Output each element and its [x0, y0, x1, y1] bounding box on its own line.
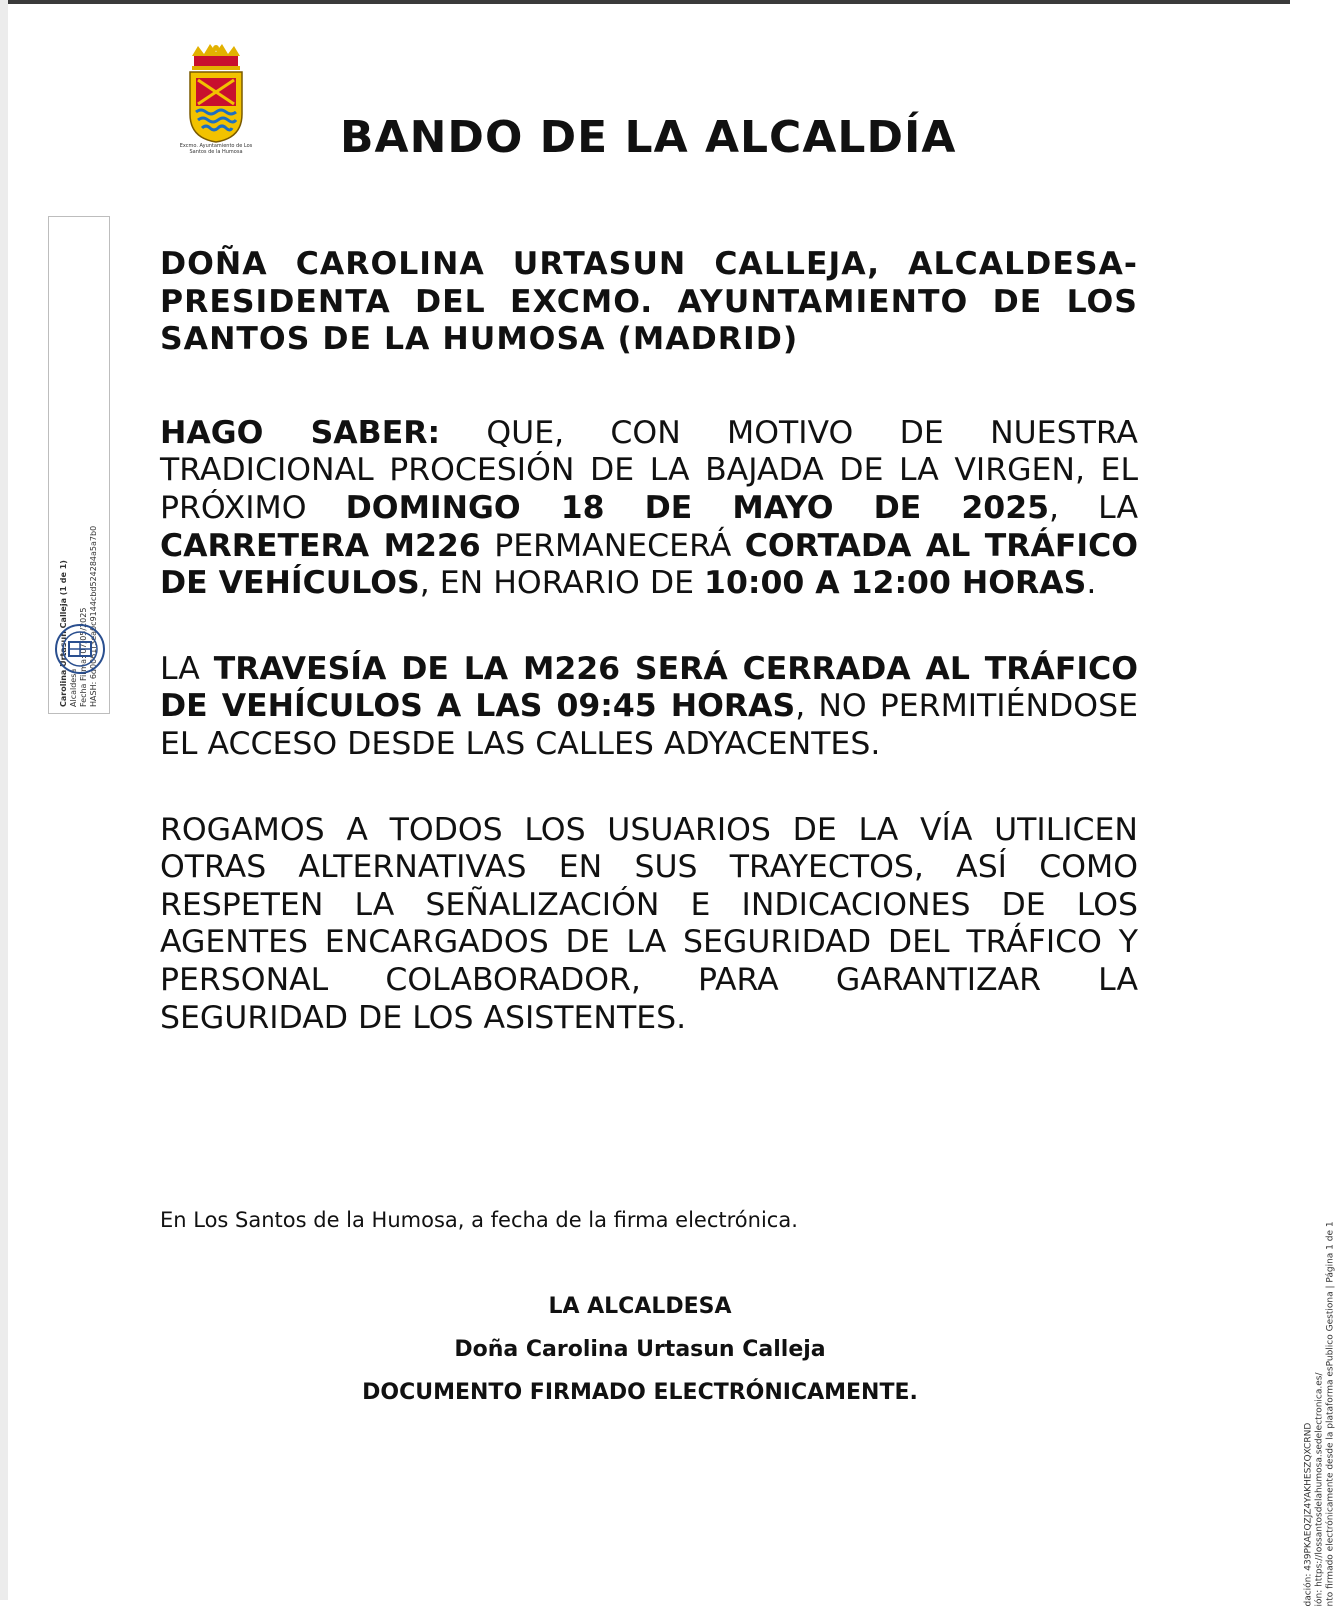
footer-code: dación: 439PKAEQZJZ4YAKHESZQXCRND — [1303, 1422, 1314, 1607]
hago-saber-label: HAGO SABER: — [160, 414, 441, 451]
request-paragraph: ROGAMOS A TODOS LOS USUARIOS DE LA VÍA UTILICEN OTRAS ALTERNATIVAS EN SUS TRAYECTOS, ASÍ COMO RESPETEN LA SEÑALIZACIÓN E INDICACIONES DE LOS AGENTES ENCARGADOS DE LA SEGURIDAD DEL TRÁFICO Y PERSONAL COLABORADOR, PARA GARANTIZAR LA SEGURIDAD DE LOS ASISTENTES. — [160, 811, 1138, 1036]
announcement-paragraph — [160, 415, 1138, 603]
signature-block — [300, 1294, 980, 1423]
travesia-paragraph — [160, 651, 1138, 764]
issuer-paragraph: DOÑA CAROLINA URTASUN CALLEJA, ALCALDESA-PRESIDENTA DEL EXCMO. AYUNTAMIENTO DE LOS SANTOS DE LA HUMOSA (MADRID) — [160, 246, 1138, 358]
text-segment: , NO PERMITIÉNDOSE EL ACCESO DESDE LAS CALLES ADYACENTES. — [160, 688, 1138, 762]
road-name: CARRETERA M226 — [160, 527, 481, 564]
travesia-closure: TRAVESÍA DE LA M226 SERÁ CERRADA AL TRÁFICO DE VEHÍCULOS A LAS 09:45 HORAS — [160, 650, 1138, 725]
verification-footer — [1304, 1127, 1337, 1607]
seal-icon — [54, 623, 106, 675]
signer-role: LA ALCALDESA — [548, 1294, 732, 1319]
closure-hours: 10:00 A 12:00 HORAS — [704, 565, 1087, 602]
crest-caption: Excmo. Ayuntamiento de Los Santos de la Humosa — [179, 143, 253, 155]
signed-note: DOCUMENTO FIRMADO ELECTRÓNICAMENTE. — [362, 1380, 918, 1405]
text-segment: . — [1086, 565, 1097, 602]
stamp-date: Fecha Firma: 07/05/2025 — [79, 607, 88, 707]
text-segment: , LA — [1049, 489, 1139, 526]
bando-content — [160, 246, 1138, 1037]
footer-platform: nto firmado electrónicamente desde la plataforma esPublico Gestiona | Página 1 de 1 — [1325, 1221, 1336, 1607]
stamp-hash: HASH: 6d0061f3ea0c9144cbd524284a5a7b0 — [89, 525, 98, 707]
place-date: En Los Santos de la Humosa, a fecha de la firma electrónica. — [160, 1208, 798, 1232]
footer-url: ión: https://lossantosdelahumosa.sedelectronica.es/ — [1314, 1372, 1325, 1607]
page-title: BANDO DE LA ALCALDÍA — [340, 112, 957, 163]
signature-stamp — [48, 216, 110, 714]
text-segment: , EN HORARIO DE — [419, 565, 705, 602]
page-left-edge — [0, 0, 8, 1600]
event-date: DOMINGO 18 DE MAYO DE 2025 — [345, 489, 1050, 526]
stamp-role: Alcaldesa — [69, 668, 78, 707]
page-top-edge — [0, 0, 1290, 4]
text-segment: QUE, CON MOTIVO DE NUESTRA TRADICIONAL PROCESIÓN DE LA BAJADA DE LA VIRGEN, EL PRÓXIMO — [160, 414, 1138, 526]
signer-name: Doña Carolina Urtasun Calleja — [454, 1337, 826, 1362]
text-segment: LA — [160, 650, 214, 687]
text-segment: PERMANECERÁ — [480, 527, 745, 564]
stamp-signer: Carolina Urtasun Calleja (1 de 1) — [59, 560, 68, 707]
coat-of-arms-icon — [180, 42, 252, 154]
closure-notice: CORTADA AL TRÁFICO DE VEHÍCULOS — [160, 527, 1139, 602]
